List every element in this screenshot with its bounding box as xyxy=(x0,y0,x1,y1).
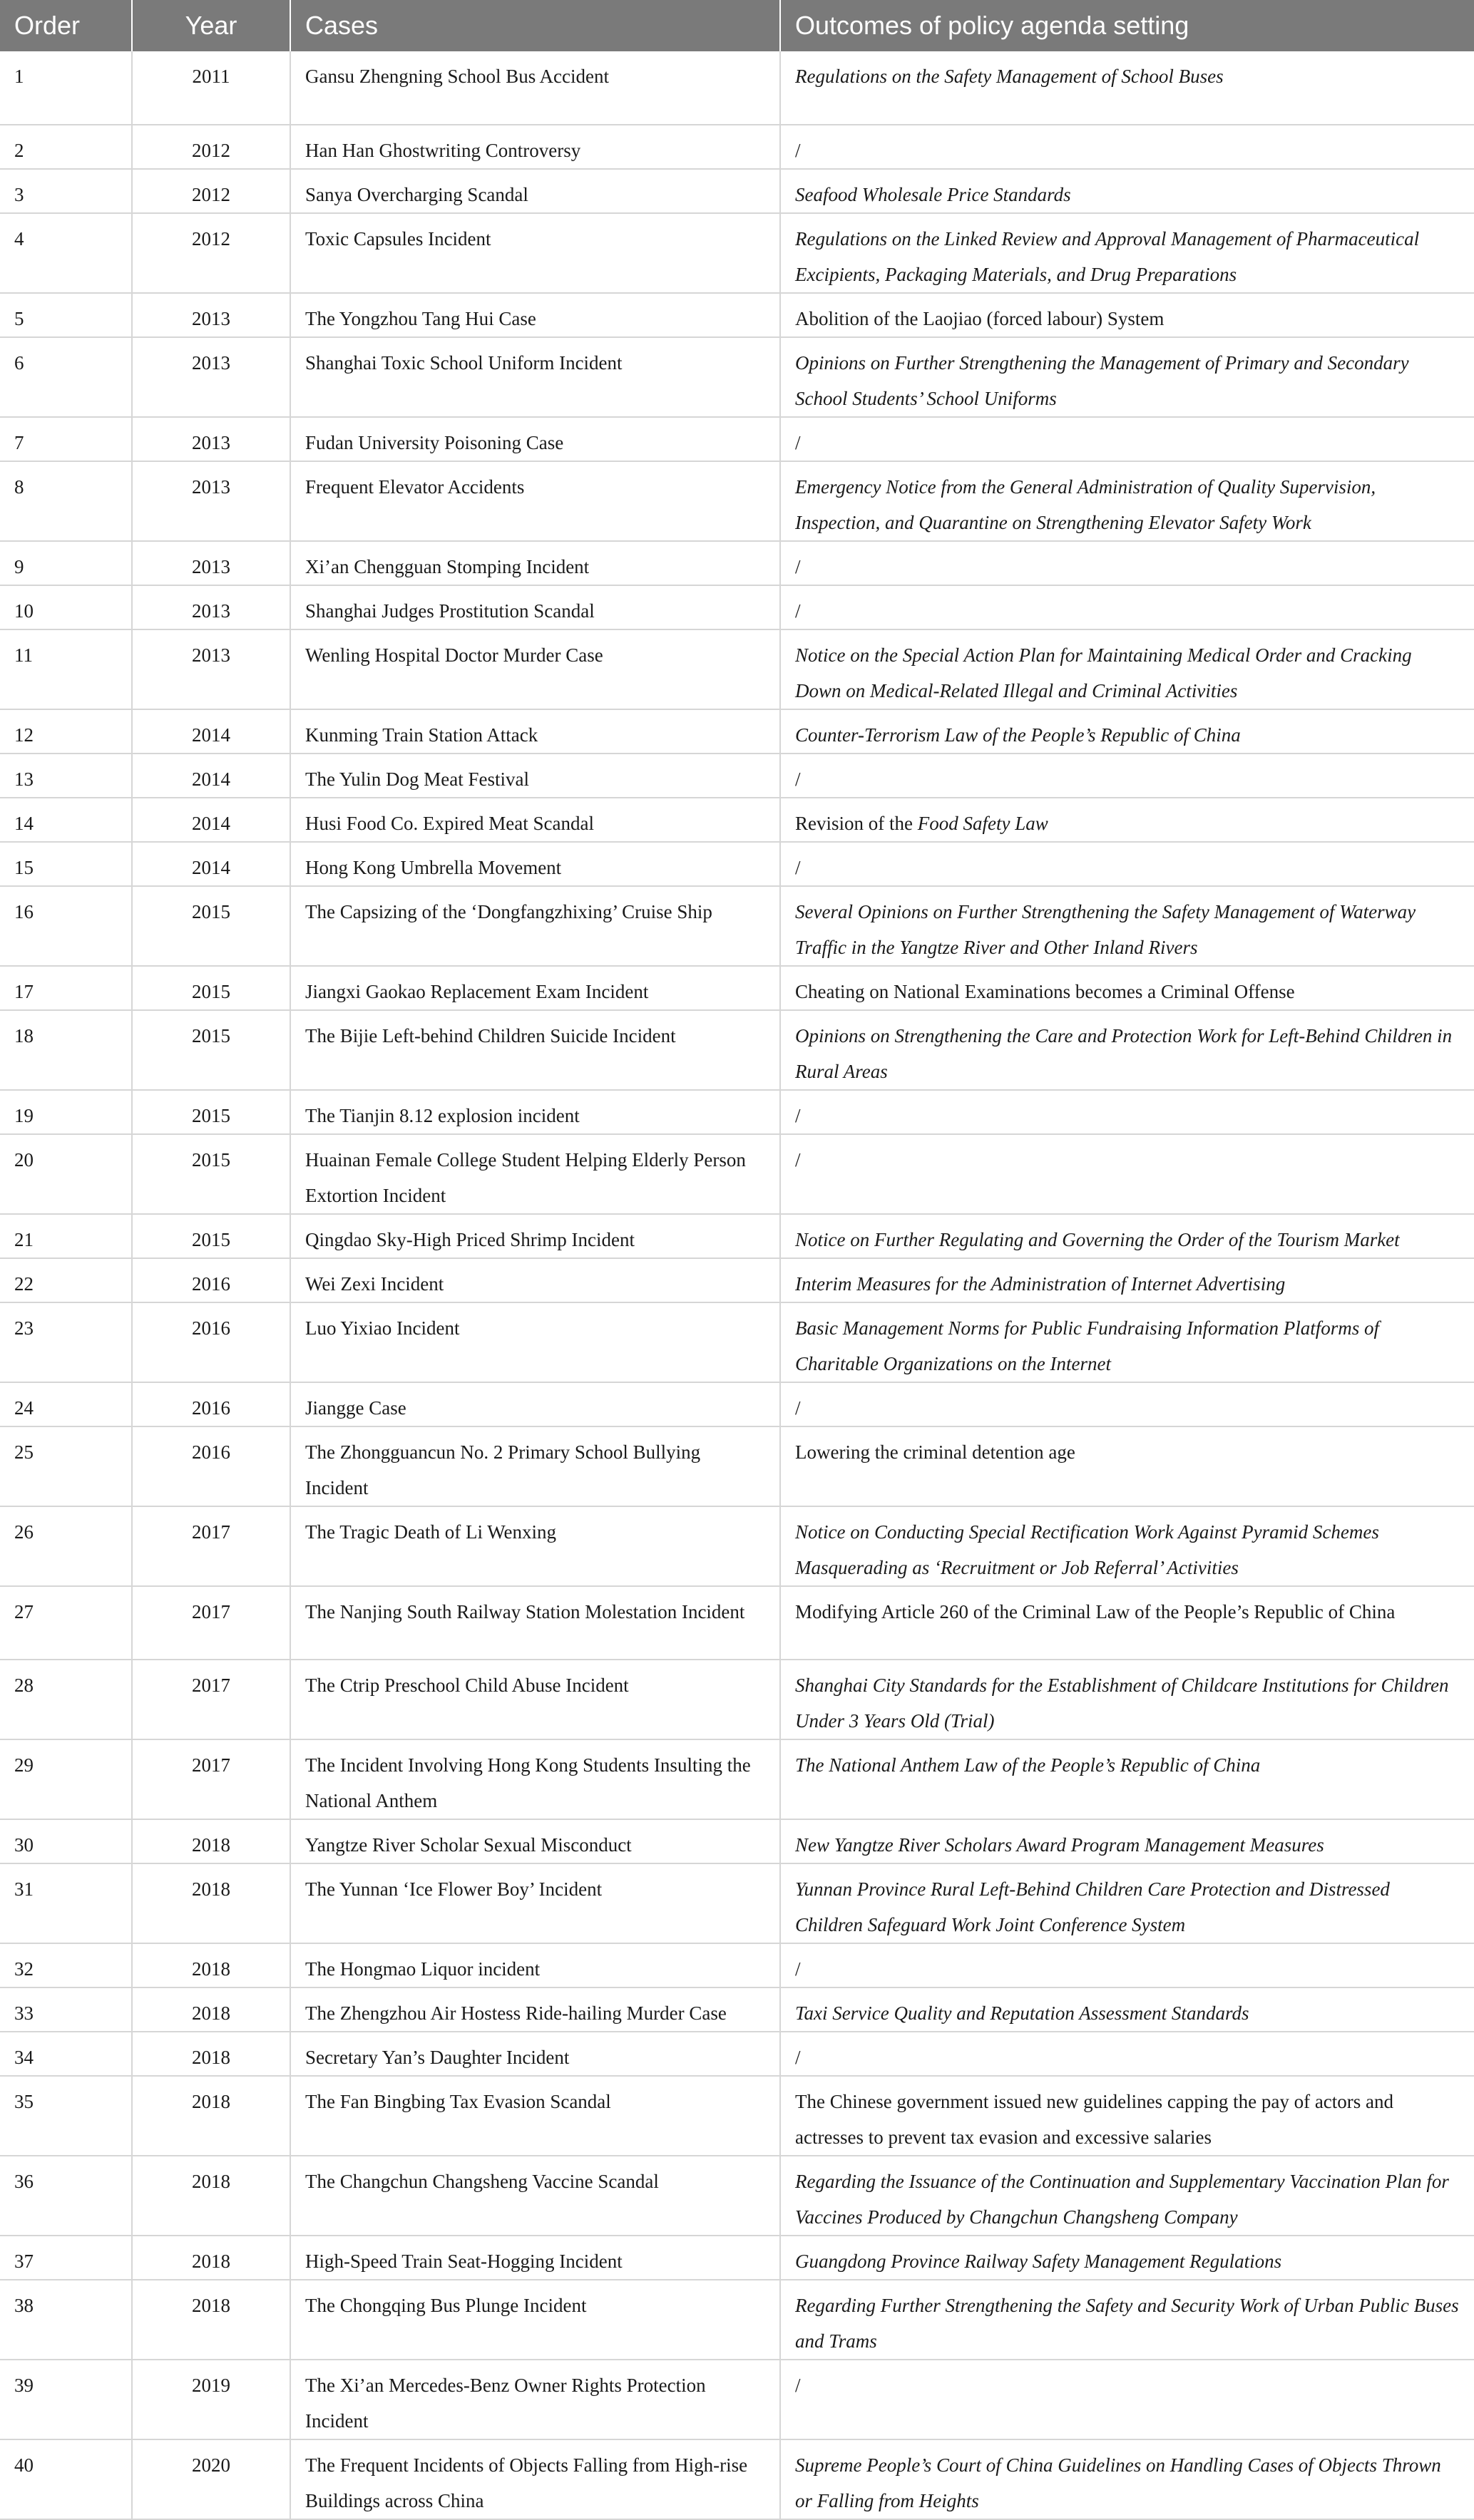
cell-case: The Yunnan ‘Ice Flower Boy’ Incident xyxy=(290,1863,780,1943)
cell-case: High-Speed Train Seat-Hogging Incident xyxy=(290,2236,780,2280)
table-row xyxy=(0,1382,1474,1426)
cell-order: 4 xyxy=(0,213,132,293)
cell-year: 2016 xyxy=(132,1426,290,1506)
cell-order: 23 xyxy=(0,1302,132,1382)
cell-case: Qingdao Sky-High Priced Shrimp Incident xyxy=(290,1214,780,1258)
cell-year: 2018 xyxy=(132,2280,290,2360)
cell-order: 26 xyxy=(0,1506,132,1586)
cell-outcome: / xyxy=(780,2032,1474,2076)
cell-order: 16 xyxy=(0,886,132,966)
cell-outcome: Notice on Further Regulating and Governing the Order of the Tourism Market xyxy=(780,1214,1474,1258)
cell-outcome: Regulations on the Linked Review and Approval Management of Pharmaceutical Excipients, Packaging Materials, and Drug Preparations xyxy=(780,213,1474,293)
cell-outcome: Opinions on Strengthening the Care and Protection Work for Left-Behind Children in Rural Areas xyxy=(780,1010,1474,1090)
cell-case: Xi’an Chengguan Stomping Incident xyxy=(290,541,780,585)
cell-year: 2016 xyxy=(132,1382,290,1426)
cell-case: The Fan Bingbing Tax Evasion Scandal xyxy=(290,2076,780,2156)
cell-outcome: Abolition of the Laojiao (forced labour) System xyxy=(780,293,1474,337)
cell-year: 2018 xyxy=(132,2032,290,2076)
cell-case: The Incident Involving Hong Kong Students Insulting the National Anthem xyxy=(290,1739,780,1819)
cell-outcome: / xyxy=(780,1134,1474,1214)
cell-year: 2018 xyxy=(132,1863,290,1943)
cell-year: 2015 xyxy=(132,1010,290,1090)
cell-order: 11 xyxy=(0,629,132,709)
cell-order: 8 xyxy=(0,461,132,541)
cell-outcome xyxy=(780,798,1474,842)
cell-outcome: Shanghai City Standards for the Establishment of Childcare Institutions for Children Under 3 Years Old (Trial) xyxy=(780,1660,1474,1739)
table-row xyxy=(0,2076,1474,2156)
cell-case: The Changchun Changsheng Vaccine Scandal xyxy=(290,2156,780,2236)
cell-order: 5 xyxy=(0,293,132,337)
cell-outcome: Modifying Article 260 of the Criminal Law of the People’s Republic of China xyxy=(780,1586,1474,1660)
cell-case: The Frequent Incidents of Objects Falling from High-rise Buildings across China xyxy=(290,2439,780,2519)
table-row xyxy=(0,1214,1474,1258)
cell-year: 2020 xyxy=(132,2439,290,2519)
cell-outcome: / xyxy=(780,1943,1474,1987)
header-row xyxy=(0,0,1474,51)
header-outcomes: Outcomes of policy agenda setting xyxy=(780,0,1474,51)
cell-order: 17 xyxy=(0,966,132,1010)
cell-order: 9 xyxy=(0,541,132,585)
cell-case: Yangtze River Scholar Sexual Misconduct xyxy=(290,1819,780,1863)
cell-order: 36 xyxy=(0,2156,132,2236)
cell-case: Fudan University Poisoning Case xyxy=(290,417,780,461)
cell-order: 40 xyxy=(0,2439,132,2519)
cell-order: 30 xyxy=(0,1819,132,1863)
cell-order: 18 xyxy=(0,1010,132,1090)
table-row xyxy=(0,842,1474,886)
cell-case: The Nanjing South Railway Station Molestation Incident xyxy=(290,1586,780,1660)
cell-year: 2013 xyxy=(132,541,290,585)
table-row xyxy=(0,2032,1474,2076)
header-order: Order xyxy=(0,0,132,51)
cell-case: Shanghai Judges Prostitution Scandal xyxy=(290,585,780,629)
table-row xyxy=(0,1863,1474,1943)
header-cases: Cases xyxy=(290,0,780,51)
table-row xyxy=(0,2236,1474,2280)
table-row xyxy=(0,629,1474,709)
cell-year: 2018 xyxy=(132,2156,290,2236)
cell-year: 2015 xyxy=(132,1134,290,1214)
table-row xyxy=(0,1987,1474,2032)
table-row xyxy=(0,417,1474,461)
cell-case: The Zhengzhou Air Hostess Ride-hailing Murder Case xyxy=(290,1987,780,2032)
cell-outcome: The Chinese government issued new guidelines capping the pay of actors and actresses to prevent tax evasion and excessive salaries xyxy=(780,2076,1474,2156)
cell-order: 31 xyxy=(0,1863,132,1943)
cell-order: 15 xyxy=(0,842,132,886)
cell-year: 2017 xyxy=(132,1506,290,1586)
table-row xyxy=(0,709,1474,754)
cell-order: 33 xyxy=(0,1987,132,2032)
header-year: Year xyxy=(132,0,290,51)
cell-year: 2013 xyxy=(132,629,290,709)
cell-case: The Capsizing of the ‘Dongfangzhixing’ Cruise Ship xyxy=(290,886,780,966)
table-row xyxy=(0,1506,1474,1586)
table-row xyxy=(0,1819,1474,1863)
cell-outcome: Interim Measures for the Administration of Internet Advertising xyxy=(780,1258,1474,1302)
cell-year: 2014 xyxy=(132,798,290,842)
cell-case: Jiangxi Gaokao Replacement Exam Incident xyxy=(290,966,780,1010)
cell-case: Wei Zexi Incident xyxy=(290,1258,780,1302)
cell-outcome: The National Anthem Law of the People’s Republic of China xyxy=(780,1739,1474,1819)
cell-outcome: Emergency Notice from the General Administration of Quality Supervision, Inspection, and Quarantine on Strengthening Elevator Safety Work xyxy=(780,461,1474,541)
cell-order: 3 xyxy=(0,169,132,213)
cell-outcome: Regulations on the Safety Management of School Buses xyxy=(780,51,1474,125)
cell-case: The Tragic Death of Li Wenxing xyxy=(290,1506,780,1586)
cell-year: 2015 xyxy=(132,1214,290,1258)
table-row xyxy=(0,1660,1474,1739)
table-row xyxy=(0,1739,1474,1819)
cell-year: 2013 xyxy=(132,337,290,417)
cell-order: 6 xyxy=(0,337,132,417)
cell-order: 14 xyxy=(0,798,132,842)
cell-year: 2019 xyxy=(132,2360,290,2439)
cell-outcome: Seafood Wholesale Price Standards xyxy=(780,169,1474,213)
cell-case: Han Han Ghostwriting Controversy xyxy=(290,125,780,169)
outcome-prefix: Revision of the xyxy=(795,813,918,834)
cell-outcome: / xyxy=(780,2360,1474,2439)
cell-outcome: Opinions on Further Strengthening the Management of Primary and Secondary School Students’ School Uniforms xyxy=(780,337,1474,417)
table-row xyxy=(0,754,1474,798)
cell-order: 39 xyxy=(0,2360,132,2439)
cell-case: Sanya Overcharging Scandal xyxy=(290,169,780,213)
cell-order: 27 xyxy=(0,1586,132,1660)
cell-year: 2015 xyxy=(132,966,290,1010)
cell-case: The Ctrip Preschool Child Abuse Incident xyxy=(290,1660,780,1739)
cell-order: 10 xyxy=(0,585,132,629)
cell-outcome: / xyxy=(780,754,1474,798)
cell-case: Huainan Female College Student Helping Elderly Person Extortion Incident xyxy=(290,1134,780,1214)
cell-outcome: Notice on the Special Action Plan for Maintaining Medical Order and Cracking Down on Medical-Related Illegal and Criminal Activities xyxy=(780,629,1474,709)
cell-year: 2011 xyxy=(132,51,290,125)
table-row xyxy=(0,1134,1474,1214)
cell-case: Toxic Capsules Incident xyxy=(290,213,780,293)
cell-year: 2012 xyxy=(132,125,290,169)
cell-order: 22 xyxy=(0,1258,132,1302)
table-row xyxy=(0,886,1474,966)
cell-case: The Yulin Dog Meat Festival xyxy=(290,754,780,798)
table-row xyxy=(0,966,1474,1010)
cell-order: 37 xyxy=(0,2236,132,2280)
cell-order: 7 xyxy=(0,417,132,461)
cell-year: 2018 xyxy=(132,2076,290,2156)
cell-outcome: / xyxy=(780,417,1474,461)
cell-outcome: Cheating on National Examinations becomes a Criminal Offense xyxy=(780,966,1474,1010)
table-header xyxy=(0,0,1474,51)
table-row xyxy=(0,541,1474,585)
cell-outcome: New Yangtze River Scholars Award Program Management Measures xyxy=(780,1819,1474,1863)
table-row xyxy=(0,293,1474,337)
cell-year: 2018 xyxy=(132,1943,290,1987)
table-row xyxy=(0,337,1474,417)
table-row xyxy=(0,585,1474,629)
cell-case: Husi Food Co. Expired Meat Scandal xyxy=(290,798,780,842)
cell-case: Gansu Zhengning School Bus Accident xyxy=(290,51,780,125)
cell-case: Luo Yixiao Incident xyxy=(290,1302,780,1382)
cell-order: 25 xyxy=(0,1426,132,1506)
table-row xyxy=(0,1302,1474,1382)
cell-order: 24 xyxy=(0,1382,132,1426)
table-row xyxy=(0,2156,1474,2236)
cell-year: 2017 xyxy=(132,1660,290,1739)
cell-outcome: / xyxy=(780,541,1474,585)
cell-outcome: Supreme People’s Court of China Guidelines on Handling Cases of Objects Thrown or Falling from Heights xyxy=(780,2439,1474,2519)
table-row xyxy=(0,169,1474,213)
cell-order: 32 xyxy=(0,1943,132,1987)
cell-case: Jiangge Case xyxy=(290,1382,780,1426)
cell-year: 2017 xyxy=(132,1586,290,1660)
cell-case: The Yongzhou Tang Hui Case xyxy=(290,293,780,337)
table-row xyxy=(0,125,1474,169)
cell-order: 34 xyxy=(0,2032,132,2076)
cell-order: 12 xyxy=(0,709,132,754)
cell-order: 1 xyxy=(0,51,132,125)
cell-outcome: / xyxy=(780,585,1474,629)
table-row xyxy=(0,461,1474,541)
cell-order: 2 xyxy=(0,125,132,169)
cell-outcome: / xyxy=(780,842,1474,886)
cell-case: Frequent Elevator Accidents xyxy=(290,461,780,541)
cell-outcome: Guangdong Province Railway Safety Management Regulations xyxy=(780,2236,1474,2280)
cell-outcome: Regarding Further Strengthening the Safety and Security Work of Urban Public Buses and Trams xyxy=(780,2280,1474,2360)
cell-year: 2014 xyxy=(132,842,290,886)
table-body xyxy=(0,51,1474,2519)
cell-outcome: / xyxy=(780,1382,1474,1426)
cell-outcome: Yunnan Province Rural Left-Behind Children Care Protection and Distressed Children Safeguard Work Joint Conference System xyxy=(780,1863,1474,1943)
cell-year: 2016 xyxy=(132,1302,290,1382)
cell-order: 19 xyxy=(0,1090,132,1134)
table-row xyxy=(0,1090,1474,1134)
table-row xyxy=(0,2280,1474,2360)
cell-year: 2012 xyxy=(132,213,290,293)
cell-year: 2013 xyxy=(132,417,290,461)
cell-outcome: Counter-Terrorism Law of the People’s Republic of China xyxy=(780,709,1474,754)
cell-case: The Tianjin 8.12 explosion incident xyxy=(290,1090,780,1134)
table-row xyxy=(0,1258,1474,1302)
cell-order: 13 xyxy=(0,754,132,798)
cell-order: 29 xyxy=(0,1739,132,1819)
cell-year: 2017 xyxy=(132,1739,290,1819)
cell-case: The Xi’an Mercedes-Benz Owner Rights Protection Incident xyxy=(290,2360,780,2439)
table-row xyxy=(0,1586,1474,1660)
cell-year: 2012 xyxy=(132,169,290,213)
cell-order: 21 xyxy=(0,1214,132,1258)
cell-case: The Hongmao Liquor incident xyxy=(290,1943,780,1987)
cell-case: Hong Kong Umbrella Movement xyxy=(290,842,780,886)
cell-case: Shanghai Toxic School Uniform Incident xyxy=(290,337,780,417)
cell-case: The Zhongguancun No. 2 Primary School Bullying Incident xyxy=(290,1426,780,1506)
cell-outcome: Basic Management Norms for Public Fundraising Information Platforms of Charitable Organizations on the Internet xyxy=(780,1302,1474,1382)
cell-outcome: Taxi Service Quality and Reputation Assessment Standards xyxy=(780,1987,1474,2032)
cell-order: 38 xyxy=(0,2280,132,2360)
cell-year: 2013 xyxy=(132,293,290,337)
cell-case: Secretary Yan’s Daughter Incident xyxy=(290,2032,780,2076)
cell-case: Wenling Hospital Doctor Murder Case xyxy=(290,629,780,709)
cell-outcome: Several Opinions on Further Strengthening the Safety Management of Waterway Traffic in the Yangtze River and Other Inland Rivers xyxy=(780,886,1474,966)
cell-case: The Bijie Left-behind Children Suicide Incident xyxy=(290,1010,780,1090)
table-row xyxy=(0,2360,1474,2439)
cell-order: 35 xyxy=(0,2076,132,2156)
table-row xyxy=(0,2439,1474,2519)
table-row xyxy=(0,213,1474,293)
table-row xyxy=(0,51,1474,125)
cell-case: The Chongqing Bus Plunge Incident xyxy=(290,2280,780,2360)
table-row xyxy=(0,1943,1474,1987)
cell-case: Kunming Train Station Attack xyxy=(290,709,780,754)
table-row xyxy=(0,1010,1474,1090)
cell-year: 2018 xyxy=(132,1819,290,1863)
cell-outcome: Notice on Conducting Special Rectification Work Against Pyramid Schemes Masquerading as ‘Recruitment or Job Referral’ Activities xyxy=(780,1506,1474,1586)
cell-outcome: / xyxy=(780,1090,1474,1134)
cell-year: 2018 xyxy=(132,2236,290,2280)
cell-year: 2014 xyxy=(132,709,290,754)
cell-outcome: Regarding the Issuance of the Continuation and Supplementary Vaccination Plan for Vaccines Produced by Changchun Changsheng Company xyxy=(780,2156,1474,2236)
cell-year: 2016 xyxy=(132,1258,290,1302)
cell-year: 2018 xyxy=(132,1987,290,2032)
outcome-title: Food Safety Law xyxy=(917,813,1048,834)
cell-year: 2014 xyxy=(132,754,290,798)
cell-order: 20 xyxy=(0,1134,132,1214)
cell-order: 28 xyxy=(0,1660,132,1739)
cell-outcome: / xyxy=(780,125,1474,169)
cell-outcome: Lowering the criminal detention age xyxy=(780,1426,1474,1506)
cell-year: 2013 xyxy=(132,585,290,629)
cell-year: 2013 xyxy=(132,461,290,541)
table-row xyxy=(0,798,1474,842)
table-row xyxy=(0,1426,1474,1506)
cell-year: 2015 xyxy=(132,1090,290,1134)
cell-year: 2015 xyxy=(132,886,290,966)
